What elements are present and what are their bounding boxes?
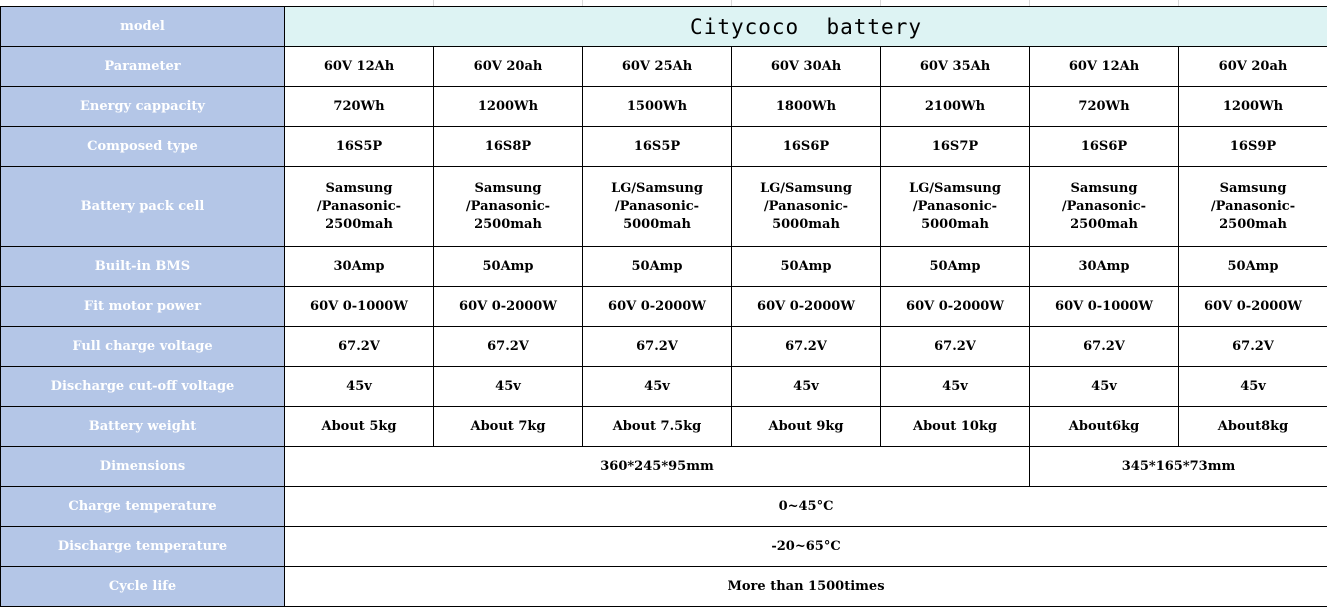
spec-cell: 2100Wh: [881, 87, 1030, 127]
spec-cell-merged: More than 1500times: [285, 567, 1327, 607]
spec-cell: 60V 0-2000W: [583, 287, 732, 327]
spec-cell: 45v: [732, 367, 881, 407]
spec-cell: About8kg: [1179, 407, 1327, 447]
spec-cell: 16S8P: [434, 127, 583, 167]
spec-cell: About 7kg: [434, 407, 583, 447]
model-label: model: [1, 7, 285, 47]
spec-cell: 16S7P: [881, 127, 1030, 167]
spec-cell: 45v: [1179, 367, 1327, 407]
spec-cell: LG/Samsung /Panasonic-5000mah: [881, 167, 1030, 247]
row-label: Cycle life: [1, 567, 285, 607]
row-label: Discharge temperature: [1, 527, 285, 567]
row-label: Discharge cut-off voltage: [1, 367, 285, 407]
spec-cell-merged: 345*165*73mm: [1030, 447, 1327, 487]
spec-cell: LG/Samsung /Panasonic-5000mah: [583, 167, 732, 247]
spec-cell: About 9kg: [732, 407, 881, 447]
spec-cell: 45v: [583, 367, 732, 407]
spec-row-cycle-life: [1, 567, 1327, 607]
row-label: Battery pack cell: [1, 167, 285, 247]
spec-cell: Samsung /Panasonic-2500mah: [1179, 167, 1327, 247]
spec-row-energy-capacity: [1, 87, 1327, 127]
spec-row-full-charge-voltage: [1, 327, 1327, 367]
spec-cell: 1800Wh: [732, 87, 881, 127]
spec-row-dimensions: [1, 447, 1327, 487]
table-title: Citycoco battery: [285, 7, 1327, 47]
spec-cell: 45v: [285, 367, 434, 407]
spec-cell: LG/Samsung /Panasonic-5000mah: [732, 167, 881, 247]
spec-cell-merged: 360*245*95mm: [285, 447, 1030, 487]
spec-cell: 67.2V: [434, 327, 583, 367]
spec-cell-merged: 0~45°C: [285, 487, 1327, 527]
spec-cell: 50Amp: [434, 247, 583, 287]
spec-cell: 67.2V: [285, 327, 434, 367]
spec-cell: 60V 0-1000W: [285, 287, 434, 327]
spec-cell: 50Amp: [1179, 247, 1327, 287]
spec-row-discharge-temperature: [1, 527, 1327, 567]
spec-cell: 60V 20ah: [434, 47, 583, 87]
spec-cell: 30Amp: [1030, 247, 1179, 287]
row-label: Fit motor power: [1, 287, 285, 327]
spec-cell: Samsung /Panasonic-2500mah: [434, 167, 583, 247]
spec-cell: 60V 0-2000W: [732, 287, 881, 327]
row-label: Full charge voltage: [1, 327, 285, 367]
spec-cell: 50Amp: [881, 247, 1030, 287]
title-row: [1, 7, 1327, 47]
spec-cell: 60V 0-1000W: [1030, 287, 1179, 327]
spec-row-fit-motor-power: [1, 287, 1327, 327]
row-label: Parameter: [1, 47, 285, 87]
spec-cell: About 7.5kg: [583, 407, 732, 447]
spec-cell: 60V 12Ah: [1030, 47, 1179, 87]
spec-row-built-in-bms: [1, 247, 1327, 287]
spec-cell: 45v: [1030, 367, 1179, 407]
spec-row-battery-weight: [1, 407, 1327, 447]
row-label: Dimensions: [1, 447, 285, 487]
spec-cell: 67.2V: [732, 327, 881, 367]
spec-row-charge-temperature: [1, 487, 1327, 527]
spec-cell: 60V 20ah: [1179, 47, 1327, 87]
spec-cell: 67.2V: [1179, 327, 1327, 367]
spec-cell: 16S5P: [285, 127, 434, 167]
spec-row-discharge-cutoff-voltage: [1, 367, 1327, 407]
spec-row-battery-pack-cell: [1, 167, 1327, 247]
spec-cell: 1200Wh: [434, 87, 583, 127]
spec-row-parameter: [1, 47, 1327, 87]
spec-cell: 45v: [881, 367, 1030, 407]
spec-row-composed-type: [1, 127, 1327, 167]
spec-cell: About 5kg: [285, 407, 434, 447]
battery-spec-table: [0, 6, 1327, 607]
spec-cell-merged: -20~65°C: [285, 527, 1327, 567]
row-label: Charge temperature: [1, 487, 285, 527]
spec-cell: 1200Wh: [1179, 87, 1327, 127]
spec-cell: Samsung /Panasonic-2500mah: [285, 167, 434, 247]
spec-cell: 50Amp: [583, 247, 732, 287]
row-label: Built-in BMS: [1, 247, 285, 287]
row-label: Battery weight: [1, 407, 285, 447]
spec-cell: 60V 12Ah: [285, 47, 434, 87]
spec-cell: 60V 0-2000W: [881, 287, 1030, 327]
spec-cell: 720Wh: [1030, 87, 1179, 127]
row-label: Energy cappacity: [1, 87, 285, 127]
spec-cell: 60V 0-2000W: [434, 287, 583, 327]
spec-cell: 67.2V: [881, 327, 1030, 367]
spec-cell: 1500Wh: [583, 87, 732, 127]
spec-cell: 16S6P: [732, 127, 881, 167]
spec-cell: 67.2V: [583, 327, 732, 367]
spec-cell: About 10kg: [881, 407, 1030, 447]
spec-cell: 30Amp: [285, 247, 434, 287]
spec-cell: 720Wh: [285, 87, 434, 127]
spec-cell: 16S6P: [1030, 127, 1179, 167]
row-label: Composed type: [1, 127, 285, 167]
spec-cell: Samsung /Panasonic-2500mah: [1030, 167, 1179, 247]
spec-cell: 60V 30Ah: [732, 47, 881, 87]
spec-cell: 45v: [434, 367, 583, 407]
spec-cell: 60V 25Ah: [583, 47, 732, 87]
spec-cell: 60V 0-2000W: [1179, 287, 1327, 327]
spec-cell: 16S9P: [1179, 127, 1327, 167]
spec-cell: 67.2V: [1030, 327, 1179, 367]
spec-cell: About6kg: [1030, 407, 1179, 447]
spec-cell: 60V 35Ah: [881, 47, 1030, 87]
spec-cell: 16S5P: [583, 127, 732, 167]
spec-cell: 50Amp: [732, 247, 881, 287]
